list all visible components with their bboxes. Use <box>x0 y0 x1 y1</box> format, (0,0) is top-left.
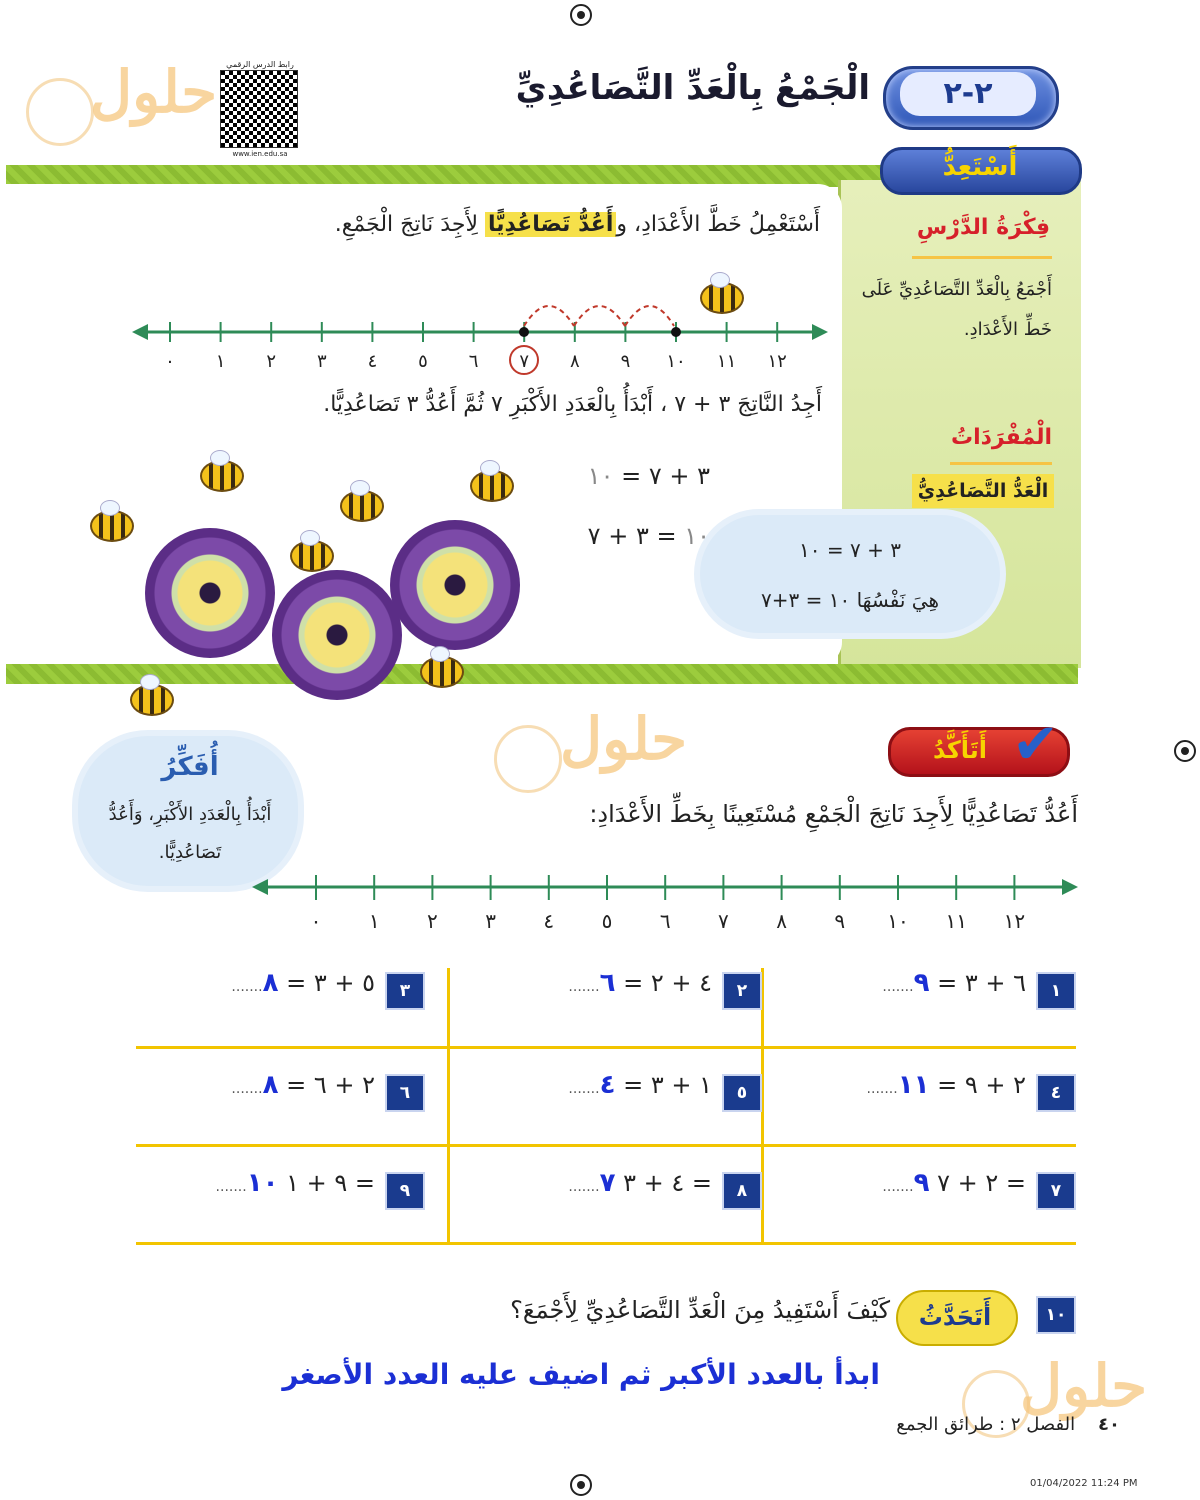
number-line-label: ٤ <box>543 909 555 933</box>
equation-1-left: ٣ + ٧ = <box>621 462 710 490</box>
number-line-label: ١٢ <box>1003 909 1026 933</box>
equation-1 <box>560 462 710 490</box>
cloud-line-1: ٣ + ٧ = ١٠ <box>799 538 901 562</box>
number-line-label: ٠ <box>310 909 322 933</box>
number-line-label: ٣ <box>316 351 327 372</box>
exercise-problem <box>175 1070 375 1100</box>
lesson-number: ٢-٢ <box>900 72 1036 116</box>
number-line-label: ٥ <box>601 909 613 933</box>
exercise-problem <box>826 1070 1026 1100</box>
exercise-number: ٨ <box>722 1172 762 1210</box>
qr-caption: رابط الدرس الرقمي <box>226 60 294 69</box>
lesson-idea-title: فِكْرَةُ الدَّرْسِ <box>916 215 1050 240</box>
checkmark-icon: ✔ <box>1012 712 1059 777</box>
intro-text-end: لِأَجِدَ نَاتِجَ الْجَمْعِ. <box>334 212 485 237</box>
answer-blank: ....... <box>866 1081 898 1097</box>
exercise-problem <box>512 1070 712 1100</box>
exercise-problem <box>512 1168 712 1198</box>
exercise-answer[interactable]: ٩ <box>913 968 930 998</box>
equation-2-right: = ٣ + ٧ <box>587 522 677 550</box>
bee-image <box>340 490 384 522</box>
exercise-number-line <box>250 860 1080 950</box>
exercise-number: ٩ <box>385 1172 425 1210</box>
exercise-answer[interactable]: ٧ <box>599 1168 616 1198</box>
exercise-answer[interactable]: ١٠ <box>246 1168 279 1198</box>
exercise-number: ١ <box>1036 972 1076 1010</box>
watermark-logo-icon <box>26 78 94 146</box>
number-line-label: ٢ <box>427 909 438 933</box>
watermark: حلول <box>560 705 688 773</box>
number-line-label: ١١ <box>945 909 967 933</box>
divider <box>950 462 1052 465</box>
think-title: أُفَكِّرُ <box>161 752 219 782</box>
bee-image <box>470 470 514 502</box>
flower-image <box>272 570 402 700</box>
answer-blank: ....... <box>568 979 600 995</box>
qr-url: www.ien.edu.sa <box>232 150 288 158</box>
section-band-bottom <box>6 664 1078 684</box>
grid-divider <box>136 1046 1076 1049</box>
exercise-number: ٣ <box>385 972 425 1010</box>
answer-blank: ....... <box>882 1179 914 1195</box>
number-line-label: ٩ <box>620 351 631 372</box>
vocabulary-term: الْعَدُّ التَّصَاعُدِيُّ <box>912 474 1054 508</box>
flower-image <box>390 520 520 650</box>
number-line-label: ٢ <box>266 351 277 372</box>
grid-divider <box>136 1242 1076 1245</box>
exercise-number: ٢ <box>722 972 762 1010</box>
qr-code[interactable] <box>220 70 298 148</box>
vocabulary-title: الْمُفْرَدَاتُ <box>950 425 1052 450</box>
number-line-label: ٥ <box>418 351 428 372</box>
exercise-instruction: أَعُدُّ تَصَاعُدِيًّا لِأَجِدَ نَاتِجَ الْجَمْعِ مُسْتَعِينًا بِخَطِّ الأَعْدَادِ: <box>589 800 1078 828</box>
exercise-expression: ٢ + ٦ = <box>286 1071 375 1099</box>
exercise-expression: ٤ + ٢ = <box>623 969 712 997</box>
number-line-label: ٧ <box>718 909 729 933</box>
exercise-problem <box>175 968 375 998</box>
exercise-answer[interactable]: ١١ <box>897 1070 930 1100</box>
exercise-number: ٦ <box>385 1074 425 1112</box>
lesson-idea-text: أَجْمَعُ بِالْعَدِّ التَّصَاعُدِيِّ عَلَى خَطِّ الأَعْدَادِ. <box>861 279 1052 340</box>
exercise-expression: ٥ + ٣ = <box>286 969 375 997</box>
exercise-problem <box>826 1168 1026 1198</box>
number-line-label: ١٠ <box>666 351 686 372</box>
answer-blank: ....... <box>882 979 914 995</box>
answer-blank: ....... <box>568 1081 600 1097</box>
divider <box>912 256 1052 259</box>
number-line-label: ١ <box>368 909 380 933</box>
registration-mark-right <box>1174 740 1196 762</box>
think-text: أَبْدَأُ بِالْعَدَدِ الأَكْبَرِ، وَأَعُدُّ تَصَاعُدِيًّا. <box>108 804 272 863</box>
exercise-answer[interactable]: ٨ <box>262 968 279 998</box>
check-label: أَتَأَكَّدُ <box>932 736 988 764</box>
jump-arrows <box>524 306 674 326</box>
cloud-line-2: هِيَ نَفْسُهَا ١٠ = ٣+٧ <box>760 588 939 612</box>
start-point <box>519 327 529 337</box>
exercise-expression: ٦ + ٣ = <box>937 969 1026 997</box>
exercise-answer[interactable]: ٨ <box>262 1070 279 1100</box>
answer-blank: ....... <box>215 1179 247 1195</box>
number-line-label: ١٢ <box>767 351 787 372</box>
exercise-expression: = ٩ + ١ <box>286 1169 375 1197</box>
example-cloud <box>700 515 1000 633</box>
exercise-number: ٧ <box>1036 1172 1076 1210</box>
exercise-answer[interactable]: ٦ <box>599 968 616 998</box>
bee-image <box>90 510 134 542</box>
bee-image <box>700 282 744 314</box>
exercise-number: ٤ <box>1036 1074 1076 1112</box>
number-line-label: ١ <box>215 351 226 372</box>
number-line-label: ٣ <box>485 909 496 933</box>
number-line-label: ٦ <box>468 351 479 372</box>
bee-image <box>200 460 244 492</box>
bee-image <box>130 684 174 716</box>
equation-2 <box>550 522 710 550</box>
exercise-problem <box>175 1168 375 1198</box>
talk-label: أَتَحَدَّثُ <box>918 1303 992 1331</box>
exercise-expression: = ٤ + ٣ <box>623 1169 712 1197</box>
exercise-problem <box>826 968 1026 998</box>
talk-question: كَيْفَ أَسْتَفِيدُ مِنَ الْعَدِّ التَّصَاعُدِيِّ لِأَجْمَعَ؟ <box>510 1296 890 1324</box>
exercise-expression: ٢ + ٩ = <box>937 1071 1026 1099</box>
intro-text <box>240 212 820 237</box>
registration-mark-bottom <box>570 1474 592 1496</box>
number-line-label: ٠ <box>165 351 175 372</box>
equation-2-answer: ١٠ <box>684 522 710 550</box>
grid-divider <box>136 1144 1076 1147</box>
answer-blank: ....... <box>568 1179 600 1195</box>
grid-divider <box>447 968 450 1244</box>
watermark: حلول <box>90 58 218 126</box>
bee-image <box>290 540 334 572</box>
number-line-label: ٩ <box>834 909 846 933</box>
watermark: حلول <box>1020 1352 1148 1420</box>
exercise-answer[interactable]: ٩ <box>913 1168 930 1198</box>
chapter-name: الفصل ٢ : طرائق الجمع <box>896 1414 1076 1435</box>
exercise-expression: ١ + ٣ = <box>623 1071 712 1099</box>
print-date: 01/04/2022 11:24 PM <box>1030 1478 1138 1489</box>
page-footer <box>820 1414 1120 1435</box>
page-number: ٤٠ <box>1098 1414 1120 1435</box>
number-line-label: ٤ <box>367 351 378 372</box>
talk-answer: ابدأ بالعدد الأكبر ثم اضيف عليه العدد الأصغر <box>282 1358 880 1391</box>
step-text: أَجِدُ النَّاتِجَ ٣ + ٧ ، أَبْدَأُ بِالْعَدَدِ الأَكْبَرِ ٧ ثُمَّ أَعُدُّ ٣ تَصَاعُدِيًّا. <box>323 392 822 417</box>
exercise-expression: = ٢ + ٧ <box>937 1169 1026 1197</box>
number-line-label: ٨ <box>776 909 787 933</box>
answer-blank: ....... <box>231 979 263 995</box>
exercise-answer[interactable]: ٤ <box>599 1070 616 1100</box>
number-line-label: ١١ <box>716 351 737 372</box>
intro-highlight: أَعُدُّ تَصَاعُدِيًّا <box>485 212 616 237</box>
end-point <box>671 327 681 337</box>
number-line-label: ١٠ <box>887 909 909 933</box>
number-line-label: ٧ <box>519 351 530 372</box>
exercise-number: ٥ <box>722 1074 762 1112</box>
number-line-label: ٦ <box>659 909 671 933</box>
watermark-logo-icon <box>494 725 562 793</box>
page-title: الْجَمْعُ بِالْعَدِّ التَّصَاعُدِيِّ <box>515 68 870 108</box>
answer-blank: ....... <box>231 1081 263 1097</box>
intro-text-start: أَسْتَعْمِلُ خَطَّ الأَعْدَادِ، و <box>616 212 820 237</box>
registration-mark-top <box>570 4 592 26</box>
bee-image <box>420 656 464 688</box>
equation-1-answer: ١٠ <box>587 462 614 490</box>
number-line-label: ٨ <box>569 351 580 372</box>
flower-image <box>145 528 275 658</box>
exercise-number: ١٠ <box>1036 1296 1076 1334</box>
prepare-label: أَسْتَعِدُّ <box>942 152 1018 182</box>
exercise-problem <box>512 968 712 998</box>
